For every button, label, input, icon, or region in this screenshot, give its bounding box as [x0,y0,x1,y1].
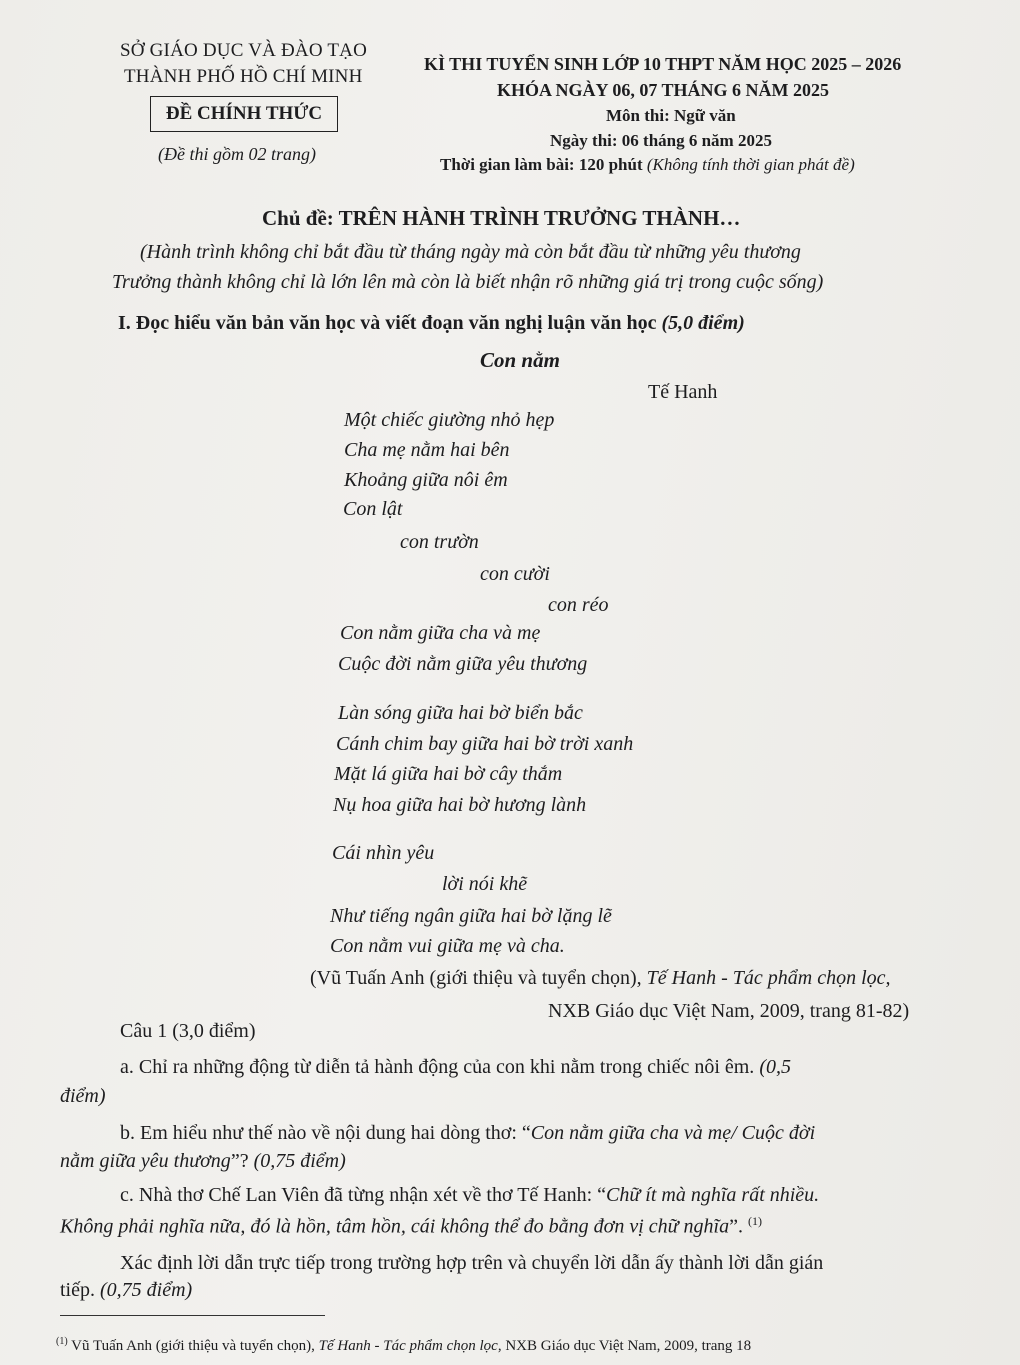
question-1b-end: ”? [230,1150,249,1172]
question-1a-text: a. Chỉ ra những động từ diễn tả hành động của con khi nằm trong chiếc nôi êm. [120,1056,755,1078]
question-1d-points: (0,75 điểm) [100,1279,193,1301]
question-1c-line-2 [60,1214,762,1239]
poem-line: Khoảng giữa nôi êm [344,469,508,491]
poem-source-line-2: NXB Giáo dục Việt Nam, 2009, trang 81-82) [548,1000,910,1022]
footnote-rule [60,1315,325,1316]
poem-line: Con nằm vui giữa mẹ và cha. [330,935,565,957]
official-label: ĐỀ CHÍNH THỨC [165,103,323,124]
exam-subject: Môn thi: Ngữ văn [606,106,736,125]
source-editor: (Vũ Tuấn Anh (giới thiệu và tuyển chọn), [310,967,647,989]
poem-line: Nụ hoa giữa hai bờ hương lành [333,794,587,816]
footnote-publisher: , NXB Giáo dục Việt Nam, 2009, trang 18 [497,1338,752,1354]
poem-line: Cuộc đời nằm giữa yêu thương [338,653,588,675]
section-1-points: (5,0 điểm) [661,312,745,334]
official-exam-box [150,96,338,132]
exam-dates: KHÓA NGÀY 06, 07 THÁNG 6 NĂM 2025 [497,80,830,100]
footnote [56,1336,751,1355]
footnote-marker: (1) [56,1336,68,1347]
poem-line: Cha mẹ nằm hai bên [344,439,510,461]
question-1b-quote-1: Con nằm giữa cha và mẹ/ Cuộc đời [530,1122,816,1144]
pages-note: (Đề thi gồm 02 trang) [158,144,316,164]
question-1c-quote-1: Chữ ít mà nghĩa rất nhiều. [606,1184,820,1206]
poem-title: Con nằm [480,348,560,372]
poem-line: con cười [480,563,550,585]
question-1d-text-end: tiếp. [60,1279,95,1301]
question-1c-quote-2: Không phải nghĩa nữa, đó là hồn, tâm hồn, cái không thể đo bằng đơn vị chữ nghĩa [60,1215,730,1238]
poem-line: lời nói khẽ [442,873,528,895]
source-book-title: Tế Hanh - Tác phẩm chọn lọc, [646,967,891,989]
question-1c-text: c. Nhà thơ Chế Lan Viên đã từng nhận xét về thơ Tế Hanh: “ [120,1184,607,1206]
section-1-heading [118,312,745,335]
question-1b-text: b. Em hiểu như thế nào về nội dung hai dòng thơ: “ [120,1122,531,1144]
question-1-title: Câu 1 (3,0 điểm) [120,1020,256,1042]
poem-line: con réo [548,594,609,616]
topic-title: Chủ đề: TRÊN HÀNH TRÌNH TRƯỞNG THÀNH… [262,206,741,230]
poem-line: con trườn [400,531,479,553]
question-1b-line-2 [60,1150,346,1173]
footnote-editor: Vũ Tuấn Anh (giới thiệu và tuyển chọn), [67,1338,319,1354]
poem-author: Tế Hanh [648,381,718,403]
poem-line: Cái nhìn yêu [332,842,435,864]
duration-note: (Không tính thời gian phát đề) [646,155,855,174]
question-1d-line-1: Xác định lời dẫn trực tiếp trong trường hợp trên và chuyển lời dẫn ấy thành lời dẫn gián [120,1252,824,1274]
section-1-title: I. Đọc hiểu văn bản văn học và viết đoạn văn nghị luận văn học [118,312,657,334]
exam-day: Ngày thi: 06 tháng 6 năm 2025 [550,131,772,150]
question-1b-line-1 [120,1122,815,1145]
poem-line: Mặt lá giữa hai bờ cây thắm [334,763,563,785]
question-1b-points: (0,75 điểm) [253,1150,346,1172]
poem-line: Cánh chim bay giữa hai bờ trời xanh [336,733,634,755]
department-line-1: SỞ GIÁO DỤC VÀ ĐÀO TẠO [120,40,368,61]
poem-line: Như tiếng ngân giữa hai bờ lặng lẽ [330,905,612,927]
footnote-book-title: Tế Hanh - Tác phẩm chọn lọc [318,1338,498,1354]
poem-line: Con nằm giữa cha và mẹ [340,622,541,644]
question-1a-points-cont: điểm) [60,1085,106,1107]
question-1a-line-1 [120,1056,791,1079]
poem-line: Làn sóng giữa hai bờ biển bắc [338,702,583,724]
exam-duration [440,155,855,175]
question-1c-line-1 [120,1184,819,1207]
topic-subtitle-1: (Hành trình không chỉ bắt đầu từ tháng ngày mà còn bắt đầu từ những yêu thương [140,241,801,263]
poem-source-line-1 [310,967,891,990]
question-1d-line-2 [60,1279,192,1302]
duration-text: Thời gian làm bài: 120 phút [440,155,643,174]
question-1a-points: (0,5 [759,1056,791,1078]
department-line-2: THÀNH PHỐ HỒ CHÍ MINH [124,66,363,87]
poem-line: Một chiếc giường nhỏ hẹp [344,409,555,431]
poem-line: Con lật [343,498,403,520]
footnote-ref: (1) [748,1214,763,1228]
question-1c-end: ”. [729,1215,744,1238]
question-1b-quote-2: nằm giữa yêu thương [60,1150,231,1172]
topic-subtitle-2: Trưởng thành không chỉ là lớn lên mà còn là biết nhận rõ những giá trị trong cuộc sống) [112,271,824,293]
exam-title: KÌ THI TUYỂN SINH LỚP 10 THPT NĂM HỌC 2025 – 2026 [424,54,902,74]
